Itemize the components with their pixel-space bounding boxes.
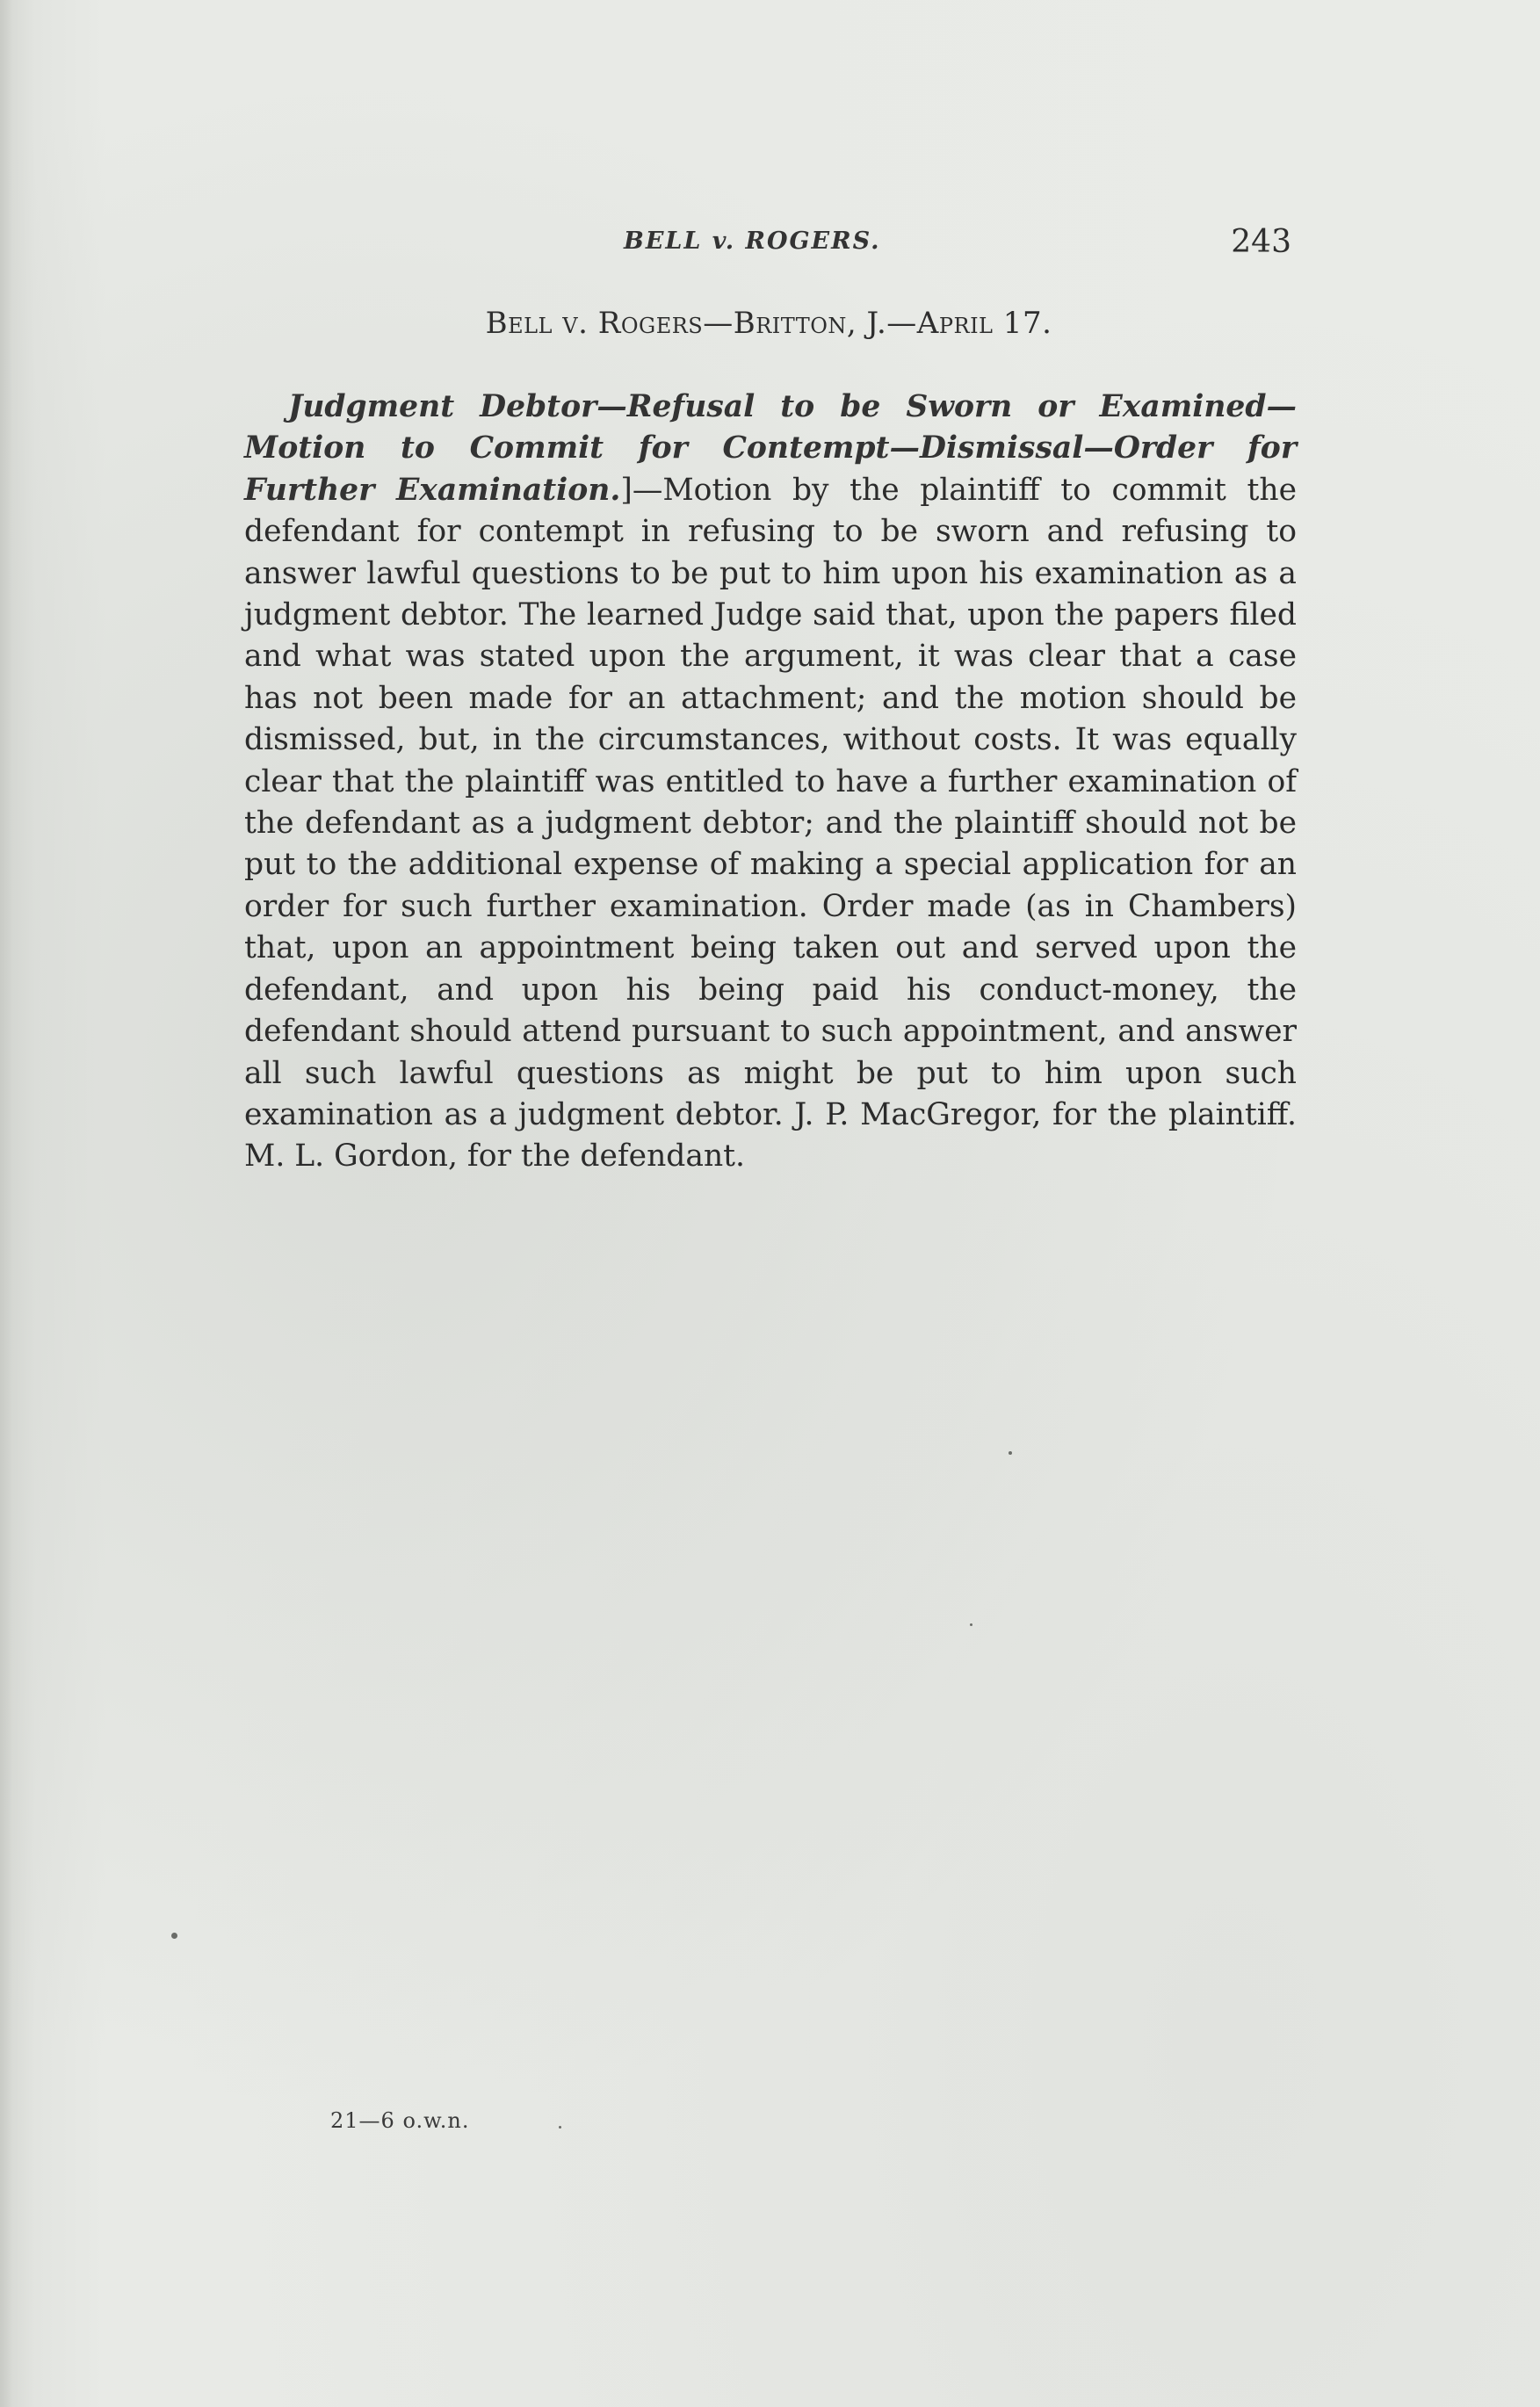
paper-speck <box>970 1623 972 1626</box>
page-number: 243 <box>1231 224 1291 260</box>
case-report-paragraph <box>244 387 1297 1178</box>
report-text: —Motion by the plaintiff to commit the defendant for contempt in refusing to be sworn and refusing to answer lawful questions to be put to him upon his examination as a judgment debtor. The learned Judge said that, upon the papers filed and what was stated upon the argument, it was clear that a case has not been made for an attachment; and the motion should be dismissed, but, in the circumstances, without costs. It was equally clear that the plaintiff was entitled to have a further examination of the defendant as a judgment debtor; and the plaintiff should not be put to the additional expense of making a special application for an order for such further examination. Order made (as in Chambers) that, upon an appointment being taken out and served upon the defendant, and upon his being paid his conduct-money, the defendant should attend pursuant to such appointment, and answer all such lawful questions as might be put to him upon such examination as a judgment debtor. J. P. MacGregor, for the plaintiff. M. L. Gordon, for the defendant. <box>244 472 1298 1175</box>
headnote-bracket: ] <box>620 472 633 508</box>
paper-speck <box>1009 1451 1012 1455</box>
running-title: BELL v. ROGERS. <box>624 228 881 255</box>
running-head <box>246 224 1291 268</box>
page-gutter-shadow <box>0 0 12 2407</box>
printer-signature: 21—6 o.w.n. <box>330 2108 470 2133</box>
case-heading: Bell v. Rogers—Britton, J.—April 17. <box>485 306 1052 341</box>
paper-speck <box>559 2126 561 2129</box>
headnote: Judgment Debtor—Refusal to be Sworn or Examined—Motion to Commit for Contempt—Dismissal—Order for Further Examination. <box>244 389 1297 508</box>
paper-speck <box>171 1933 177 1939</box>
